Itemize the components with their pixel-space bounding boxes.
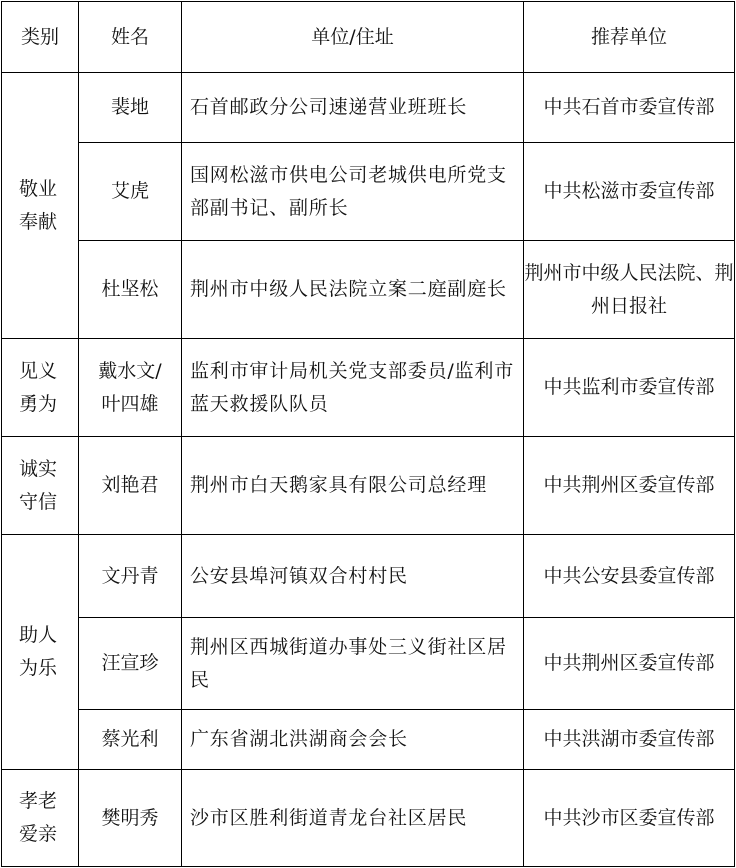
table-row — [2, 770, 735, 867]
header-category: 类别 — [2, 2, 79, 73]
header-address: 单位/住址 — [182, 2, 524, 73]
name-cell: 蔡光利 — [79, 710, 182, 770]
name-cell: 杜坚松 — [79, 241, 182, 339]
category-cell — [2, 339, 79, 437]
address-cell: 监利市审计局机关党支部委员/监利市蓝天救援队队员 — [182, 339, 524, 437]
address-cell: 荆州市中级人民法院立案二庭副庭长 — [182, 241, 524, 339]
table-row — [2, 73, 735, 143]
name-cell: 艾虎 — [79, 143, 182, 241]
header-name: 姓名 — [79, 2, 182, 73]
category-label: 见义 勇为 — [19, 359, 58, 415]
table-row — [2, 618, 735, 710]
honor-list-table — [1, 1, 735, 867]
recommender-cell: 中共荆州区委宣传部 — [524, 618, 735, 710]
table-row — [2, 143, 735, 241]
recommender-cell: 荆州市中级人民法院、荆州日报社 — [524, 241, 735, 339]
table-row — [2, 339, 735, 437]
name-cell: 刘艳君 — [79, 437, 182, 535]
address-cell: 荆州市白天鹅家具有限公司总经理 — [182, 437, 524, 535]
name-cell: 樊明秀 — [79, 770, 182, 867]
category-label: 助人 为乐 — [19, 624, 58, 679]
table-row — [2, 241, 735, 339]
address-cell: 石首邮政分公司速递营业班班长 — [182, 73, 524, 143]
name-cell: 文丹青 — [79, 535, 182, 618]
name-cell — [79, 339, 182, 437]
table-row — [2, 437, 735, 535]
header-row — [2, 2, 735, 73]
address-cell: 公安县埠河镇双合村村民 — [182, 535, 524, 618]
table-row — [2, 535, 735, 618]
recommender-cell: 中共沙市区委宣传部 — [524, 770, 735, 867]
category-cell — [2, 437, 79, 535]
name-cell: 汪宣珍 — [79, 618, 182, 710]
recommender-cell: 中共监利市委宣传部 — [524, 339, 735, 437]
address-cell: 国网松滋市供电公司老城供电所党支部副书记、副所长 — [182, 143, 524, 241]
category-label: 孝老 爱亲 — [19, 790, 58, 845]
name-cell: 裴地 — [79, 73, 182, 143]
recommender-cell: 中共石首市委宣传部 — [524, 73, 735, 143]
category-label: 诚实 守信 — [19, 457, 58, 513]
table-row — [2, 710, 735, 770]
recommender-cell: 中共荆州区委宣传部 — [524, 437, 735, 535]
recommender-cell: 中共洪湖市委宣传部 — [524, 710, 735, 770]
recommender-cell: 中共松滋市委宣传部 — [524, 143, 735, 241]
address-cell: 广东省湖北洪湖商会会长 — [182, 710, 524, 770]
name-label: 戴水文/ 叶四雄 — [98, 359, 162, 415]
category-label: 敬业 奉献 — [19, 177, 58, 233]
category-cell — [2, 535, 79, 770]
header-recommender: 推荐单位 — [524, 2, 735, 73]
address-cell: 荆州区西城街道办事处三义街社区居民 — [182, 618, 524, 710]
category-cell — [2, 73, 79, 339]
recommender-cell: 中共公安县委宣传部 — [524, 535, 735, 618]
address-cell: 沙市区胜利街道青龙台社区居民 — [182, 770, 524, 867]
category-cell — [2, 770, 79, 867]
